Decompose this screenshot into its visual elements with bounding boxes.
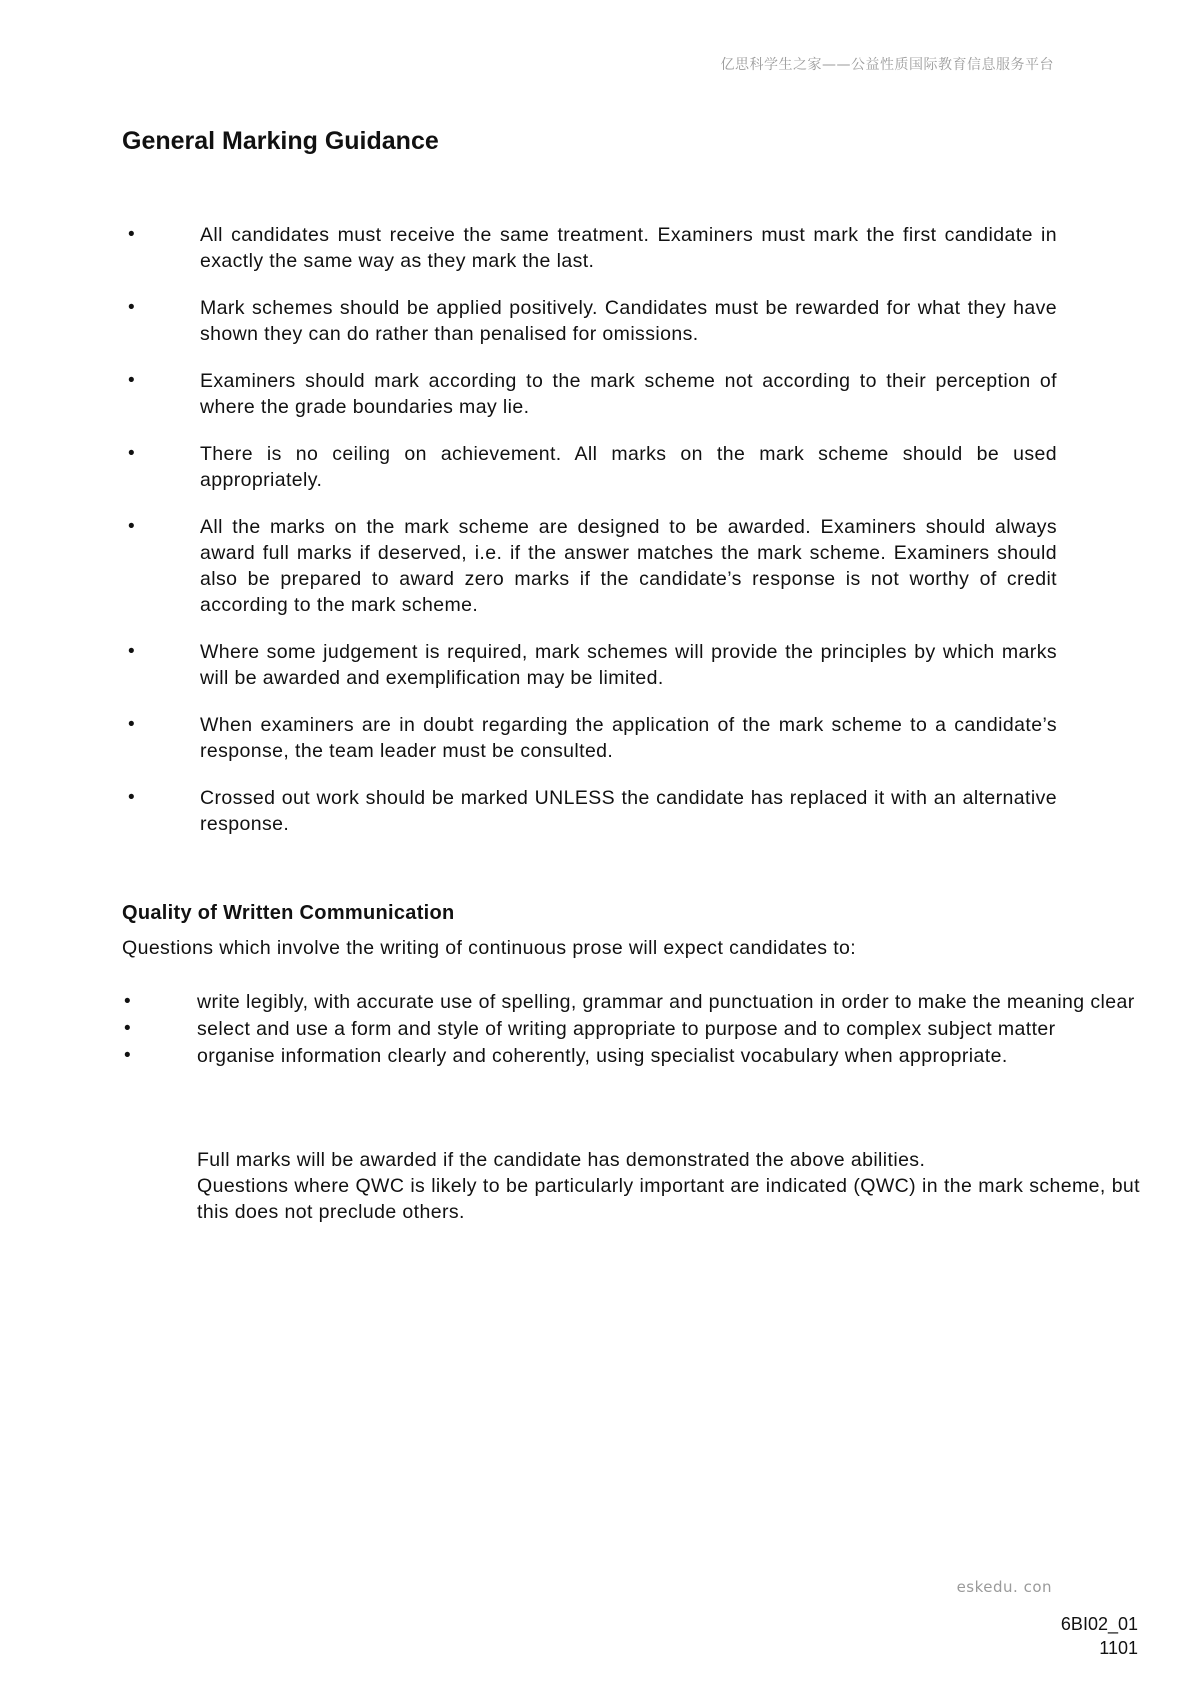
guidance-item	[122, 368, 1057, 420]
qwc-item-text: organise information clearly and coherently, using specialist vocabulary when appropriate.	[197, 1045, 1008, 1067]
bullet-icon: •	[128, 297, 136, 318]
guidance-item-text: All candidates must receive the same treatment. Examiners must mark the first candidate in exactly the same way as they mark the last.	[200, 224, 1057, 272]
guidance-list	[122, 222, 1057, 858]
guidance-item	[122, 639, 1057, 691]
qwc-intro: Questions which involve the writing of continuous prose will expect candidates to:	[122, 937, 857, 959]
qwc-item-text: select and use a form and style of writing appropriate to purpose and to complex subject matter	[197, 1018, 1056, 1040]
qwc-item	[122, 1043, 1140, 1069]
bullet-icon: •	[128, 224, 136, 245]
guidance-item-text: There is no ceiling on achievement. All marks on the mark scheme should be used appropriately.	[200, 443, 1057, 491]
qwc-item-text: write legibly, with accurate use of spelling, grammar and punctuation in order to make the meaning clear	[197, 991, 1135, 1013]
guidance-item	[122, 441, 1057, 493]
header-watermark: 亿思科学生之家——公益性质国际教育信息服务平台	[720, 57, 1054, 73]
bullet-icon: •	[128, 516, 136, 537]
guidance-item-text: Crossed out work should be marked UNLESS the candidate has replaced it with an alternative response.	[200, 787, 1057, 835]
bullet-icon: •	[128, 370, 136, 391]
page-title: General Marking Guidance	[122, 127, 439, 155]
guidance-item	[122, 222, 1057, 274]
guidance-item-text: All the marks on the mark scheme are designed to be awarded. Examiners should always award full marks if deserved, i.e. if the answer matches the mark scheme. Examiners should also be prepared to award zero marks if the candidate’s response is not worthy of credit according to the mark scheme.	[200, 516, 1057, 616]
qwc-item	[122, 1016, 1140, 1042]
guidance-item	[122, 514, 1057, 618]
bullet-icon: •	[128, 787, 136, 808]
bullet-icon: •	[128, 641, 136, 662]
guidance-item-text: When examiners are in doubt regarding the application of the mark scheme to a candidate’s response, the team leader must be consulted.	[200, 714, 1057, 762]
qwc-heading: Quality of Written Communication	[122, 902, 455, 924]
guidance-item	[122, 785, 1057, 837]
guidance-item-text: Mark schemes should be applied positively. Candidates must be rewarded for what they have shown they can do rather than penalised for omissions.	[200, 297, 1057, 345]
session-code: 1101	[1099, 1638, 1138, 1658]
bullet-icon: •	[128, 714, 136, 735]
qwc-closing-line-1: Full marks will be awarded if the candidate has demonstrated the above abilities.	[197, 1149, 926, 1171]
guidance-item-text: Where some judgement is required, mark schemes will provide the principles by which marks will be awarded and exemplification may be limited.	[200, 641, 1057, 689]
bullet-icon: •	[128, 443, 136, 464]
qwc-closing-line-2: Questions where QWC is likely to be particularly important are indicated (QWC) in the mark scheme, but this does not preclude others.	[197, 1175, 1140, 1223]
footer-site-watermark: eskedu. con	[956, 1578, 1052, 1596]
bullet-icon: •	[124, 1018, 132, 1039]
qwc-list	[122, 989, 1140, 1070]
bullet-icon: •	[124, 1045, 132, 1066]
guidance-item	[122, 295, 1057, 347]
footer-paper-code	[1061, 1612, 1138, 1660]
paper-code: 6BI02_01	[1060, 1614, 1138, 1634]
bullet-icon: •	[124, 991, 132, 1012]
guidance-item	[122, 712, 1057, 764]
qwc-closing	[197, 1147, 1140, 1225]
qwc-item	[122, 989, 1140, 1015]
guidance-item-text: Examiners should mark according to the mark scheme not according to their perception of where the grade boundaries may lie.	[200, 370, 1057, 418]
